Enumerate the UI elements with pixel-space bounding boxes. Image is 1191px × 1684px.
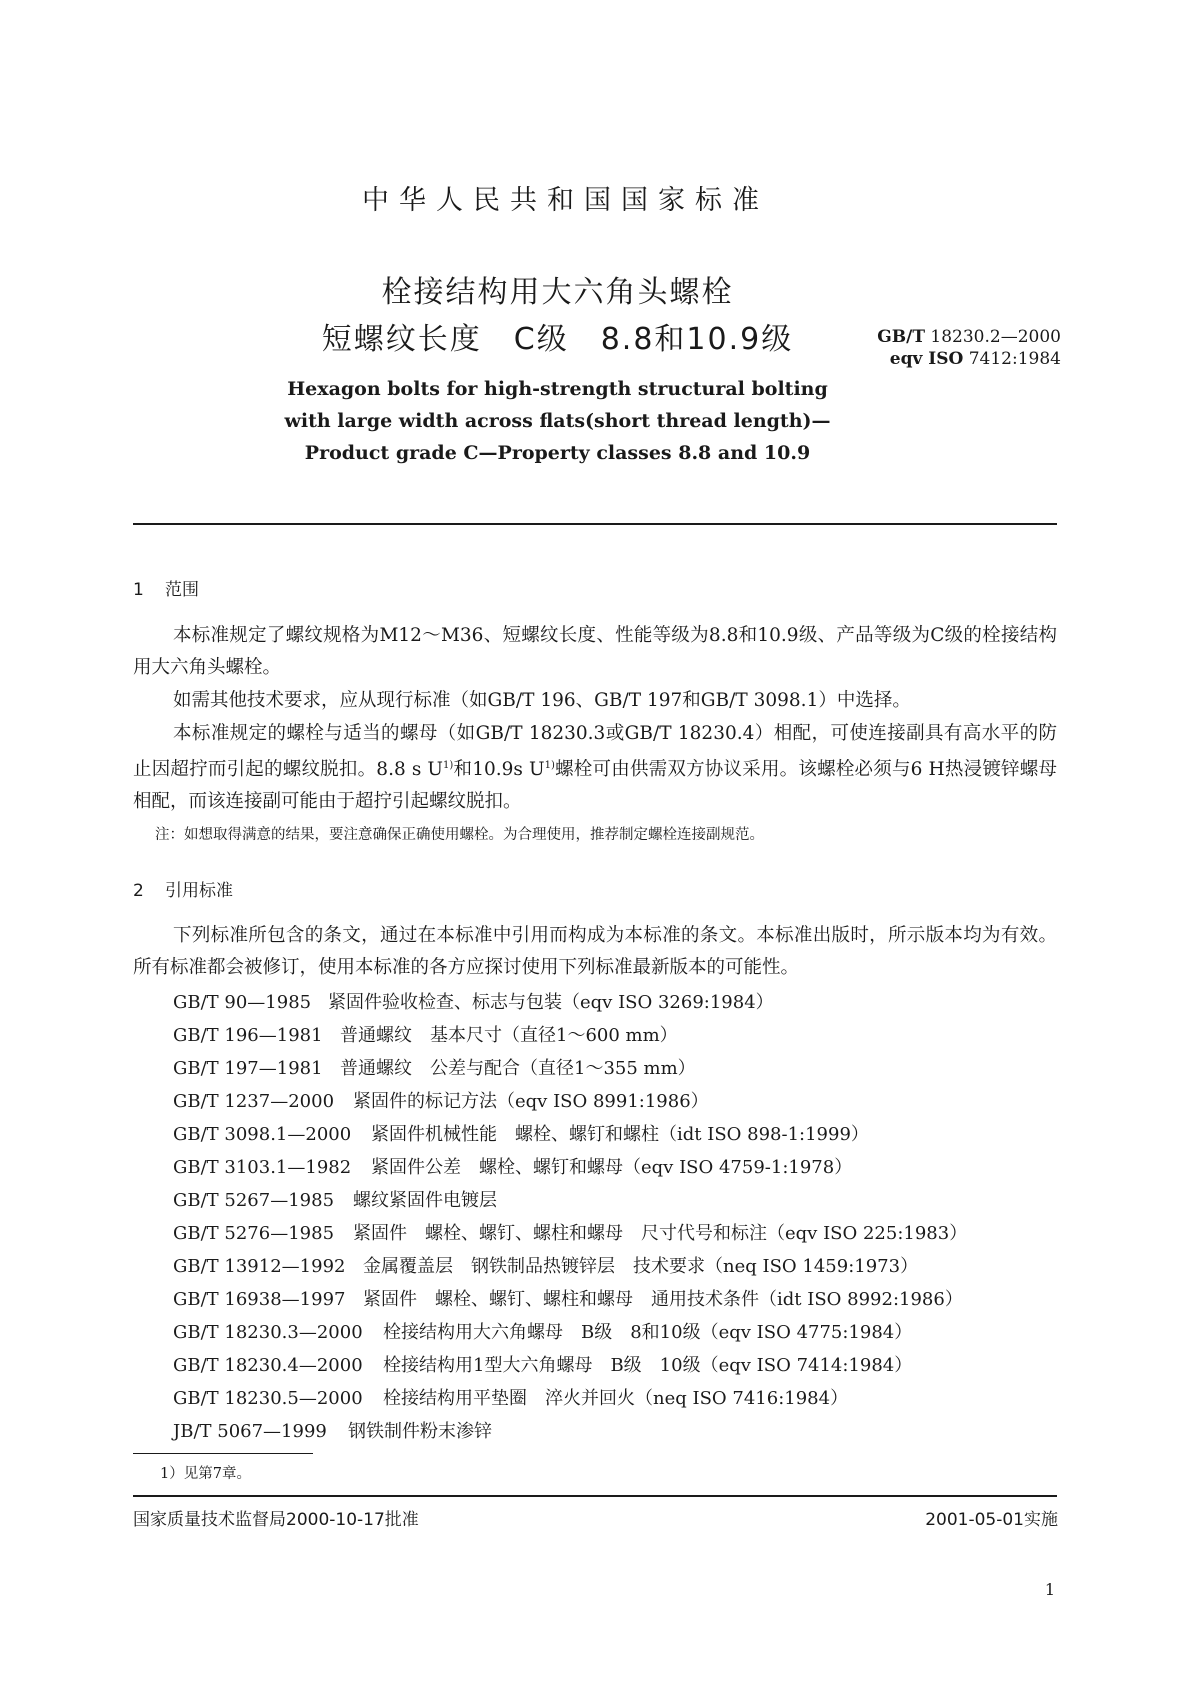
- reference-title: 金属覆盖层 钢铁制品热镀锌层 技术要求（neq ISO 1459:1973）: [363, 1256, 919, 1277]
- reference-title: 螺纹紧固件电镀层: [353, 1190, 497, 1211]
- title-english-line-1: Hexagon bolts for high-strength structural bolting: [287, 378, 828, 400]
- footnote: 1）见第7章。: [160, 1466, 251, 1482]
- equivalent-iso: [877, 348, 1061, 370]
- title-chinese-line-1: 栓接结构用大六角头螺栓: [381, 275, 734, 310]
- reference-item: [173, 1349, 1073, 1382]
- reference-code: GB/T 3098.1—2000: [173, 1124, 352, 1145]
- reference-code: GB/T 196—1981: [173, 1025, 323, 1046]
- title-english-line-2: with large width across flats(short thread length)—: [284, 410, 831, 432]
- implementation-date: 2001-05-01实施: [925, 1510, 1058, 1530]
- reference-code: GB/T 13912—1992: [173, 1256, 346, 1277]
- section-1-heading: [133, 575, 199, 600]
- reference-code: GB/T 18230.3—2000: [173, 1322, 363, 1343]
- reference-code: GB/T 5276—1985: [173, 1223, 335, 1244]
- title-english: [0, 373, 1191, 469]
- approval-statement: 国家质量技术监督局2000-10-17批准: [133, 1510, 419, 1530]
- reference-code: GB/T 18230.5—2000: [173, 1388, 363, 1409]
- header-divider: [133, 523, 1057, 525]
- standard-number: [877, 326, 1061, 348]
- section-2-intro: 下列标准所包含的条文，通过在本标准中引用而构成为本标准的条文。本标准出版时，所示版本均为有效。所有标准都会被修订，使用本标准的各方应探讨使用下列标准最新版本的可能性。: [133, 925, 1057, 978]
- section-1-paragraph-3: [133, 718, 1057, 818]
- section-1-number: 1: [133, 580, 144, 600]
- reference-code: GB/T 5267—1985: [173, 1190, 335, 1211]
- reference-item: [173, 986, 1073, 1019]
- reference-code: GB/T 16938—1997: [173, 1289, 346, 1310]
- standard-number-value: 18230.2—2000: [930, 327, 1061, 347]
- section-1-title: 范围: [165, 580, 199, 600]
- reference-list: [173, 986, 1073, 1448]
- reference-item: [173, 1415, 1073, 1448]
- page-number: 1: [1044, 1580, 1055, 1599]
- reference-item: [173, 1085, 1073, 1118]
- reference-title: 紧固件公差 螺栓、螺钉和螺母（eqv ISO 4759-1:1978）: [371, 1157, 853, 1178]
- section-2-heading: [133, 876, 233, 901]
- reference-item: [173, 1019, 1073, 1052]
- section-1-paragraph-3-part-1: 本标准规定的螺栓与适当的螺母（如GB/T 18230.3或GB/T 18230.4）相配，可使连接副具有高水平的防止因超拧而引起的螺纹脱扣。8.8 s U: [133, 723, 1057, 781]
- reference-title: 紧固件机械性能 螺栓、螺钉和螺柱（idt ISO 898-1:1999）: [371, 1124, 869, 1145]
- reference-code: GB/T 18230.4—2000: [173, 1355, 363, 1376]
- equivalent-iso-value: 7412:1984: [968, 349, 1061, 369]
- reference-item: [173, 1316, 1073, 1349]
- reference-item: [173, 1151, 1073, 1184]
- reference-code: GB/T 1237—2000: [173, 1091, 335, 1112]
- title-english-line-3: Product grade C—Property classes 8.8 and 10.9: [304, 442, 811, 464]
- footnote-divider: [133, 1453, 313, 1454]
- reference-title: 紧固件 螺栓、螺钉、螺柱和螺母 通用技术条件（idt ISO 8992:1986）: [363, 1289, 963, 1310]
- footnote-reference: 1): [544, 760, 555, 771]
- reference-title: 栓接结构用平垫圈 淬火并回火（neq ISO 7416:1984）: [383, 1388, 849, 1409]
- reference-title: 栓接结构用大六角螺母 B级 8和10级（eqv ISO 4775:1984）: [383, 1322, 913, 1343]
- reference-title: 钢铁制件粉末渗锌: [348, 1421, 492, 1442]
- reference-item: [173, 1184, 1073, 1217]
- footnote-reference: 1): [443, 760, 454, 771]
- reference-item: [173, 1118, 1073, 1151]
- standard-code-block: [877, 326, 1061, 370]
- reference-item: [173, 1217, 1073, 1250]
- reference-item: [173, 1382, 1073, 1415]
- section-1-paragraph-3-part-2: 和10.9s U: [453, 759, 545, 781]
- footer-divider: [133, 1495, 1057, 1497]
- section-1-note: 注：如想取得满意的结果，要注意确保正确使用螺栓。为合理使用，推荐制定螺栓连接副规范。: [155, 827, 764, 843]
- reference-title: 栓接结构用1型大六角螺母 B级 10级（eqv ISO 7414:1984）: [383, 1355, 913, 1376]
- equivalent-iso-prefix: eqv ISO: [889, 349, 964, 369]
- section-1-paragraph-1: 本标准规定了螺纹规格为M12～M36、短螺纹长度、性能等级为8.8和10.9级、产品等级为C级的栓接结构用大六角头螺栓。: [133, 625, 1057, 678]
- reference-title: 紧固件验收检查、标志与包装（eqv ISO 3269:1984）: [328, 992, 774, 1013]
- standard-prefix: GB/T: [877, 327, 926, 347]
- reference-code: GB/T 3103.1—1982: [173, 1157, 352, 1178]
- title-chinese-line-2: 短螺纹长度 C级 8.8和10.9级: [321, 322, 794, 357]
- reference-code: GB/T 90—1985: [173, 992, 312, 1013]
- reference-item: [173, 1250, 1073, 1283]
- national-standard-header: 中华人民共和国国家标准: [362, 185, 769, 216]
- reference-title: 普通螺纹 基本尺寸（直径1～600 mm）: [340, 1025, 678, 1046]
- section-1-paragraph-2: 如需其他技术要求，应从现行标准（如GB/T 196、GB/T 197和GB/T 3098.1）中选择。: [173, 690, 911, 711]
- reference-item: [173, 1052, 1073, 1085]
- reference-code: JB/T 5067—1999: [173, 1421, 327, 1442]
- reference-item: [173, 1283, 1073, 1316]
- section-2-number: 2: [133, 881, 144, 901]
- section-1-paragraph-3-part-3: 螺栓可由供需双方协议采用。该螺栓必须与6 H热浸镀锌螺母相配，而该连接副可能由于超拧引起螺纹脱扣。: [133, 759, 1057, 813]
- reference-title: 紧固件 螺栓、螺钉、螺柱和螺母 尺寸代号和标注（eqv ISO 225:1983）: [353, 1223, 968, 1244]
- reference-title: 紧固件的标记方法（eqv ISO 8991:1986）: [353, 1091, 709, 1112]
- section-2-title: 引用标准: [165, 881, 233, 901]
- reference-code: GB/T 197—1981: [173, 1058, 323, 1079]
- reference-title: 普通螺纹 公差与配合（直径1～355 mm）: [340, 1058, 696, 1079]
